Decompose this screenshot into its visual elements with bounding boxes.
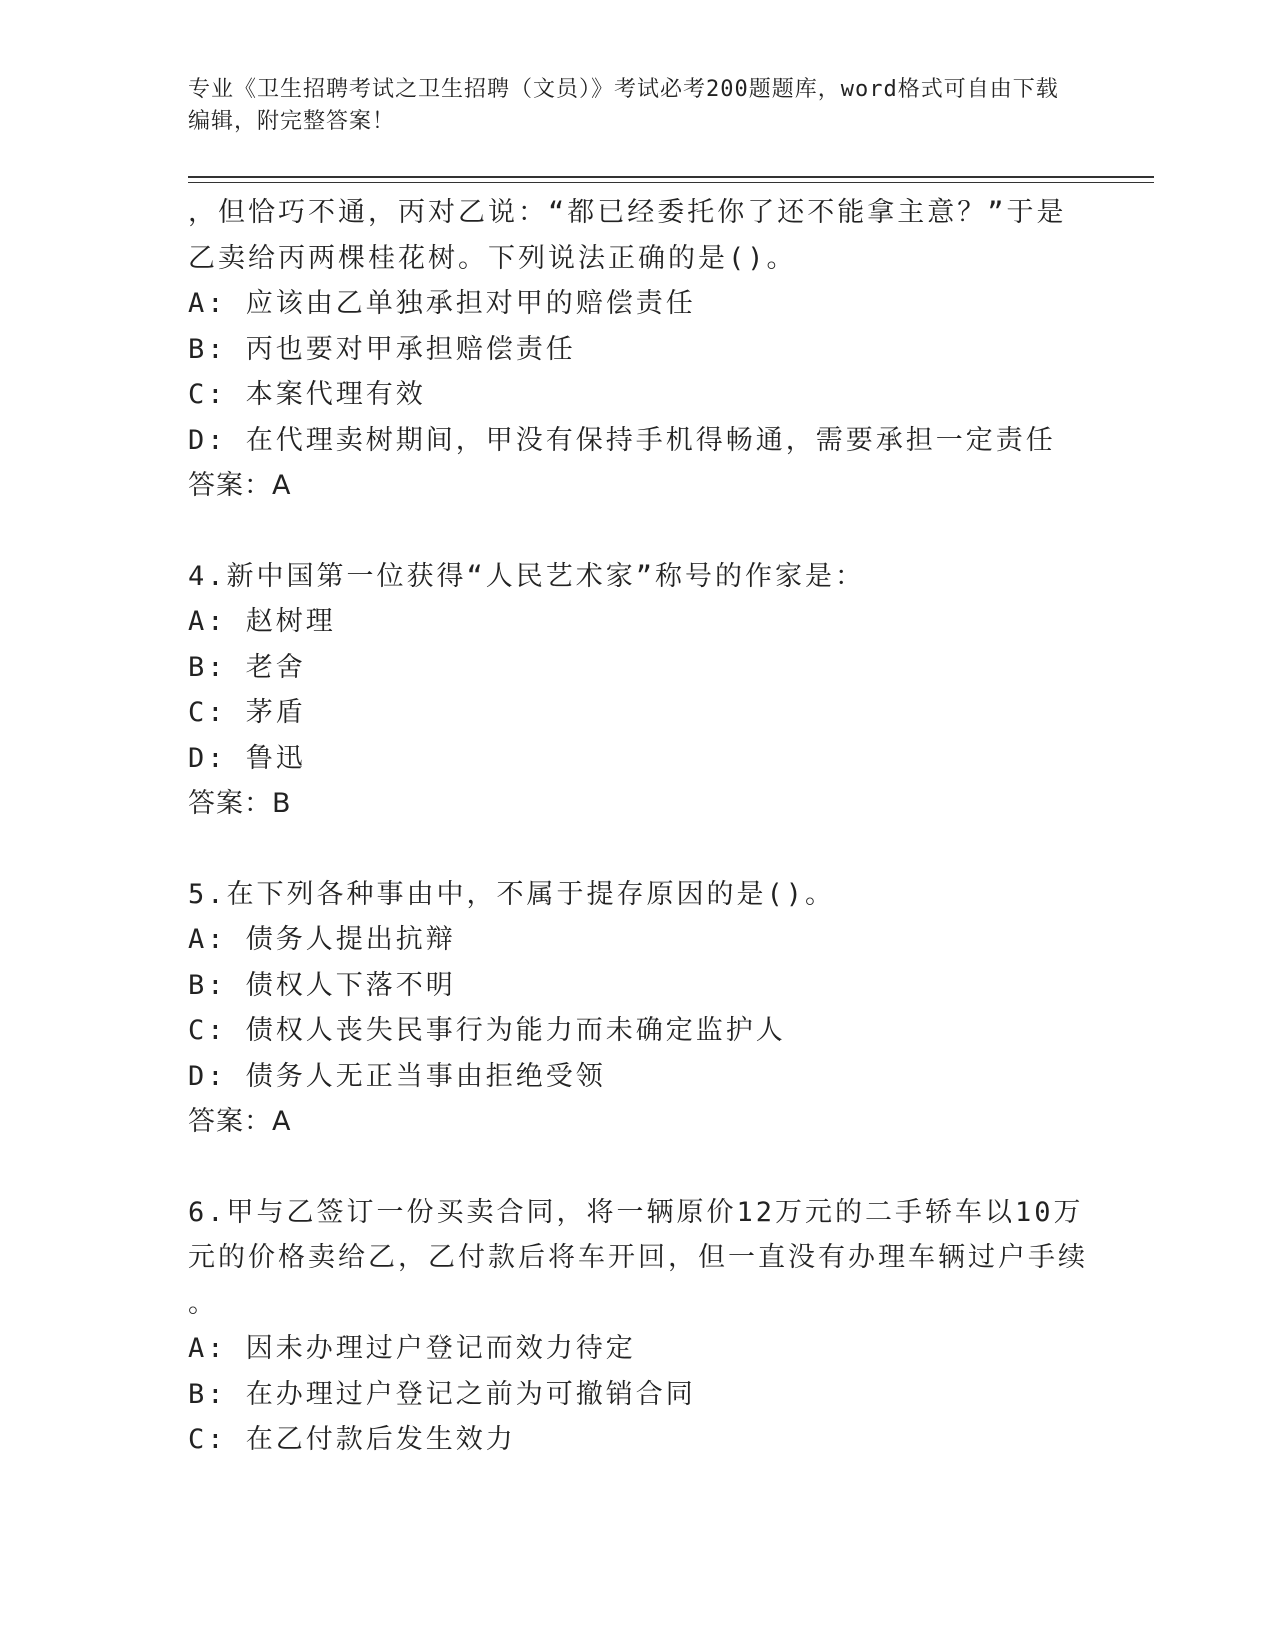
option-b: B: 老舍 <box>188 651 306 683</box>
question-text-line: 元的价格卖给乙，乙付款后将车开回，但一直没有办理车辆过户手续 <box>188 1242 1088 1273</box>
option-b: B: 债权人下落不明 <box>188 969 456 1001</box>
option-c: C: 债权人丧失民事行为能力而未确定监护人 <box>188 1015 786 1046</box>
answer-line: 答案：B <box>188 788 292 819</box>
question-block-continued <box>188 190 1068 509</box>
option-a: A: 应该由乙单独承担对甲的赔偿责任 <box>188 288 696 319</box>
option-a: A: 因未办理过户登记而效力待定 <box>188 1333 636 1364</box>
question-text-line: ，但恰巧不通，丙对乙说：“都已经委托你了还不能拿主意？”于是 <box>188 197 1067 228</box>
option-b: B: 在办理过户登记之前为可撤销合同 <box>188 1378 696 1410</box>
question-block-5 <box>188 872 1068 1145</box>
option-c: C: 在乙付款后发生效力 <box>188 1424 516 1455</box>
option-a: A: 赵树理 <box>188 606 336 637</box>
question-text-line: 乙卖给丙两棵桂花树。下列说法正确的是()。 <box>188 242 797 274</box>
answer-line: 答案：A <box>188 1106 292 1137</box>
question-text-line: 6.甲与乙签订一份买卖合同，将一辆原价12万元的二手轿车以10万 <box>188 1196 1084 1228</box>
option-c: C: 茅盾 <box>188 697 306 728</box>
header-divider <box>188 176 1154 183</box>
question-text-line: 5.在下列各种事由中，不属于提存原因的是()。 <box>188 878 836 910</box>
option-d: D: 在代理卖树期间，甲没有保持手机得畅通，需要承担一定责任 <box>188 424 1056 456</box>
question-list <box>188 190 1088 1463</box>
option-a: A: 债务人提出抗辩 <box>188 924 456 955</box>
option-d: D: 债务人无正当事由拒绝受领 <box>188 1060 606 1092</box>
option-c: C: 本案代理有效 <box>188 379 426 410</box>
question-block-6 <box>188 1190 1088 1463</box>
question-text-line: 4.新中国第一位获得“人民艺术家”称号的作家是： <box>188 560 866 592</box>
page-header: 专业《卫生招聘考试之卫生招聘（文员）》考试必考200题题库，word格式可自由下载编辑，附完整答案！ <box>188 77 1059 134</box>
option-d: D: 鲁迅 <box>188 742 306 774</box>
answer-line: 答案：A <box>188 470 292 501</box>
question-block-4 <box>188 554 1068 827</box>
question-text-line: 。 <box>188 1287 218 1319</box>
option-b: B: 丙也要对甲承担赔偿责任 <box>188 333 576 365</box>
